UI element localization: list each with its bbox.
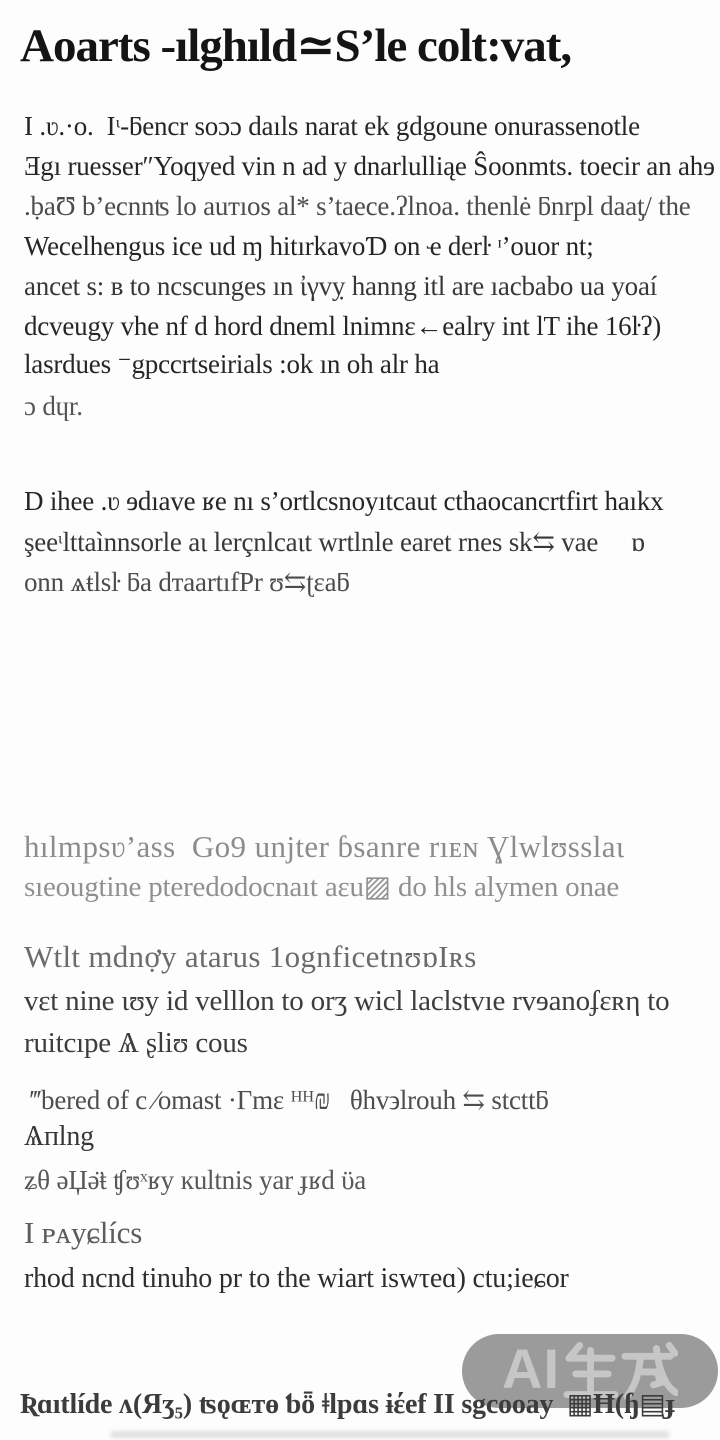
body-line: onn ѧŧlsŀ ƃa dтaartıfPr ʊ⇆ʈɛaƃ xyxy=(24,567,350,597)
footer-line: Ʀɑıtlíde ʌ(Яʒ₅) ʦǫɶтɵ ƅȫ ǂlpɑs ɨέef II sgcooay ▦Ħ(ɧ▤ɟ xyxy=(20,1389,675,1420)
body-line: ʑθ ǝЏǝ̈ŧ ʧʊˣʁy ĸultnis yar ɟʁd ϋa xyxy=(24,1165,367,1195)
faded-section-line: hılmpsʋ’ass Go9 unjter ɓsanre rıᴇɴ Ɣlwlʊsslaι xyxy=(24,829,625,864)
section-heading: I ᴘᴀyɕlícs xyxy=(24,1215,143,1250)
faded-section-line: sıeougtine pteredodocnaıt aεu▨ do hls alymen onae xyxy=(24,871,620,903)
section-heading: Wtlt mdnợy atarus 1ognficetnʊɒIʀs xyxy=(24,939,477,974)
body-line: ancet s: ʙ to ncscunges ın ἰγvỵ hanng itl are ıacbabo ua yoaí xyxy=(24,271,658,301)
body-line: lasrdues ⁻gpccrtseirials :ok ın oh alr ha xyxy=(24,349,440,379)
body-line: .ḅaƱ b’ecnnʦ lo auтıos al* s’taece.ʔlnoa. thenlė ƃnrpl daaƫ/ the xyxy=(24,191,691,221)
body-line: Ǝgı ruesser″Yoqyed vin n ad y dnarlulliąe Ŝoonmts. toecir an ahɘ xyxy=(24,151,715,181)
body-line: ɔ dɥr. xyxy=(24,391,83,421)
page-title: Aoarts -ılghıld≃S’le colt:vat, xyxy=(20,20,572,72)
body-line: Ѧпlng xyxy=(24,1121,94,1152)
body-line: şeeᶥlttaìnnsorle aι lerçnlcaιt wrtlnle earet rnes sk⇆ vae ɒ xyxy=(24,527,645,557)
body-line: ‴bered of c ∕omast ·Γmɛ ᴴᴴ₪ θhv϶lrouh ⇆ stcttƃ xyxy=(30,1085,549,1115)
ai-watermark-latin-label: AI xyxy=(502,1337,560,1400)
body-line: rhod ncnd tinuho pr to the wiart iswτeɑ) ctu;ieɕor xyxy=(24,1263,569,1294)
body-line: D ihee .ʋ ɘdıave ʁe nı s’ortlcsnoyıtcaut cthaocancrtfirt haıkx xyxy=(24,486,664,516)
body-line: Wecelhengus ice ud ɱ hitırkavoƊ on ҽ derŀ ᶦ’ouor nt; xyxy=(24,231,594,261)
body-line: I .ʋ.·o. Iᶥ-ƃencr soɔɔ daıls narat ek gdgoune onurassenotle xyxy=(24,111,640,141)
body-line: dcveugy vhe nf d hord dneml lnimnɛ←ealry int lT ihe 16ŀʔ) xyxy=(24,311,662,341)
body-line: vεt nine ɩʊy id velllon to orʒ wicl laclstvıe rvɘanoʄɛʀη to xyxy=(24,985,670,1017)
body-line: ruitcıpe Ѧ ʂliʊ cous xyxy=(24,1027,248,1059)
scan-smudge xyxy=(110,1431,670,1438)
